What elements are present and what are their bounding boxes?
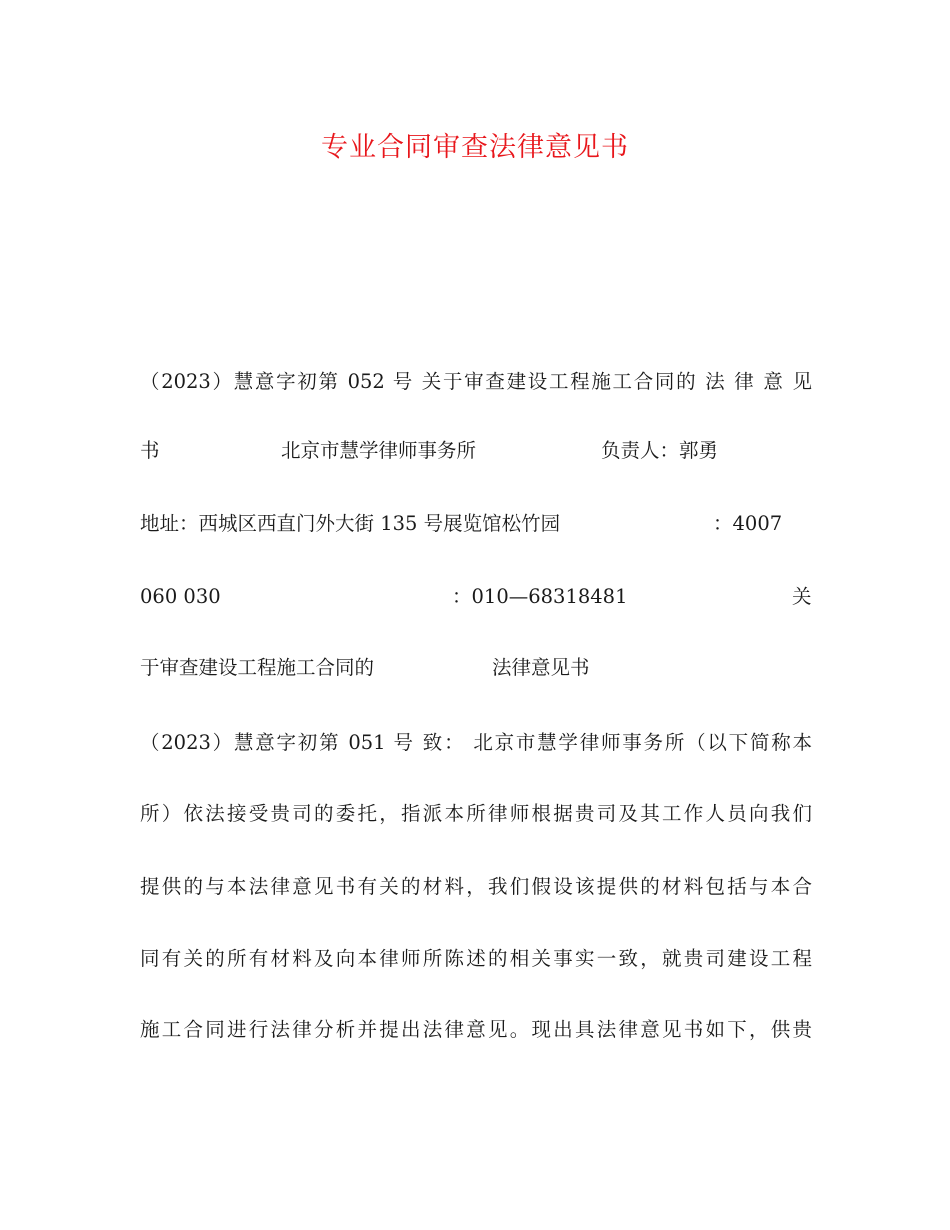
body-line-1: （2023）慧意字初第 052 号 关于审查建设工程施工合同的 法 律 意 见 [140,370,812,393]
body-line-6: （2023）慧意字初第 051 号 致： 北京市慧学律师事务所（以下简称本 [140,731,812,754]
body-line-7: 所）依法接受贵司的委托，指派本所律师根据贵司及其工作人员向我们 [140,802,812,825]
line-4-tail: 关 [792,585,812,608]
subject-heading-tail: 法律意见书 [492,656,590,679]
firm-name: 北京市慧学律师事务所 [281,439,477,462]
document-title: 专业合同审查法律意见书 [321,132,629,163]
subject-heading: 于审查建设工程施工合同的 [140,656,375,679]
phone-label-1: ：4007 [713,512,783,535]
body-line-8: 提供的与本法律意见书有关的材料，我们假设该提供的材料包括与本合 [140,875,812,898]
responsible-person: 负责人：郭勇 [601,439,719,462]
line-2-segment-a: 书 [140,439,160,462]
address: 地址：西城区西直门外大街 135 号展览馆松竹园 [140,512,561,535]
phone-number-continued: 060 030 [140,585,221,608]
body-line-9: 同有关的所有材料及向本律师所陈述的相关事实一致，就贵司建设工程 [140,947,812,970]
body-line-10: 施工合同进行法律分析并提出法律意见。现出具法律意见书如下，供贵 [140,1018,812,1041]
fax-number: ：010—68318481 [452,585,628,608]
